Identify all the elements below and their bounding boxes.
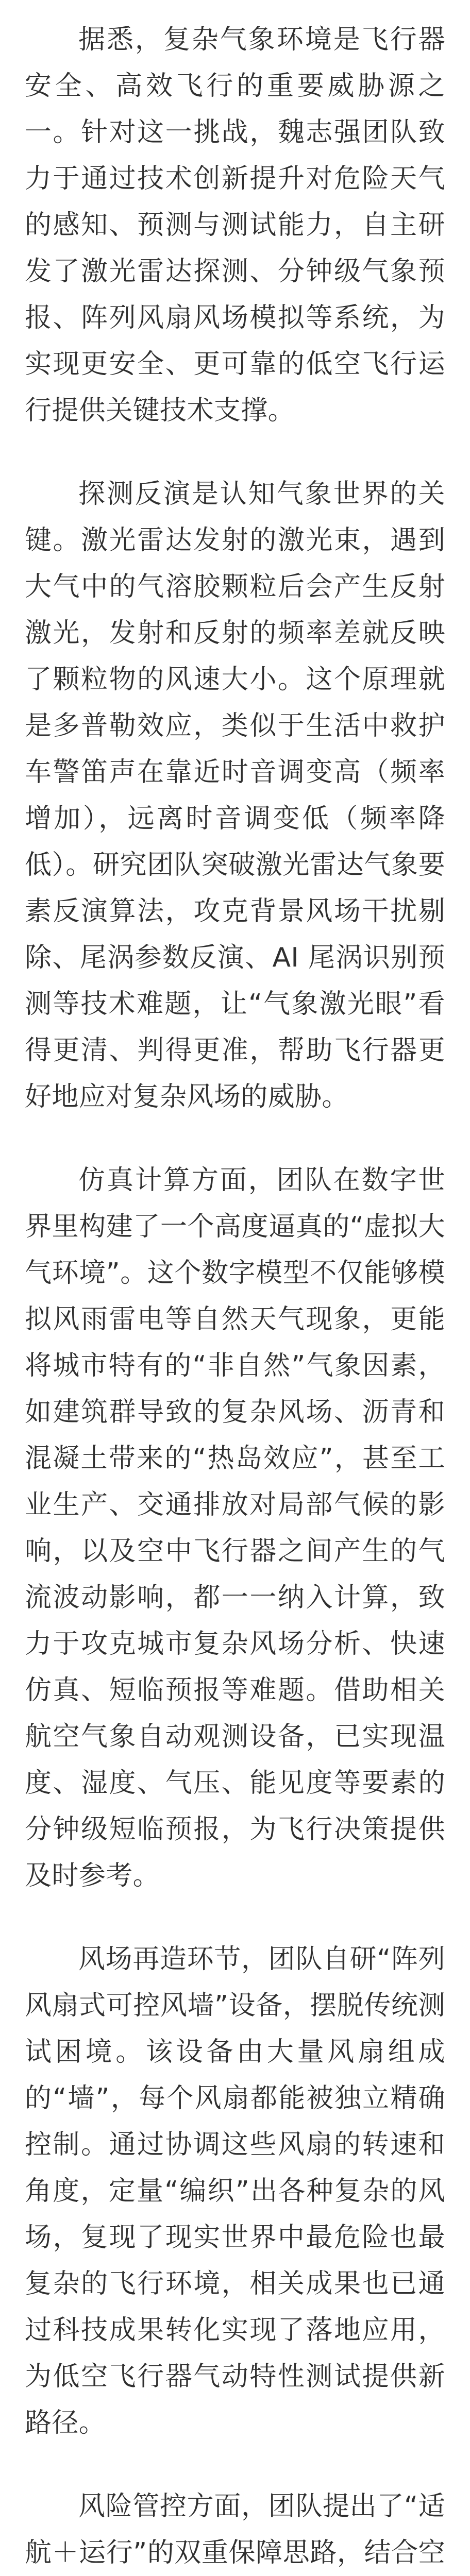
paragraph-risk-control: 风险管控方面，团队提出了“适航＋运行”的双重保障思路，结合空 — [25, 2491, 445, 2568]
paragraph-lidar-detection: 探测反演是认知气象世界的关键。激光雷达发射的激光束，遇到大气中的气溶胶颗粒后会产生反射激光，发射和反射的频率差就反映了颗粒物的风速大小。这个原理就是多普勒效应，类似于生活中救护车警笛声在靠近时音调变高（频率增加），远离时音调变低（频率降低）。研究团队突破激光雷达气象要素反演算法，攻克背景风场干扰剔除、尾涡参数反演、AI 尾涡识别预测等技术难题，让“气象激光眼”看得更清、判得更准，帮助飞行器更好地应对复杂风场的威胁。 — [25, 479, 445, 1112]
paragraph-wind-wall: 风场再造环节，团队自研“阵列风扇式可控风墙”设备，摆脱传统测试困境。该设备由大量风扇组成的“墙”，每个风扇都能被独立精确控制。通过协调这些风扇的转速和角度，定量“编织”出各种复杂的风场，复现了现实世界中最危险也最复杂的飞行环境，相关成果也已通过科技成果转化实现了落地应用，为低空飞行器气动特性测试提供新路径。 — [25, 1944, 445, 2438]
paragraph-weather-threat: 据悉，复杂气象环境是飞行器安全、高效飞行的重要威胁源之一。针对这一挑战，魏志强团队致力于通过技术创新提升对危险天气的感知、预测与测试能力，自主研发了激光雷达探测、分钟级气象预报、阵列风扇风场模拟等系统，为实现更安全、更可靠的低空飞行运行提供关键技术支撑。 — [25, 24, 445, 426]
paragraph-simulation: 仿真计算方面，团队在数字世界里构建了一个高度逼真的“虚拟大气环境”。这个数字模型不仅能够模拟风雨雷电等自然天气现象，更能将城市特有的“非自然”气象因素，如建筑群导致的复杂风场、沥青和混凝土带来的“热岛效应”，甚至工业生产、交通排放对局部气候的影响，以及空中飞行器之间产生的气流波动影响，都一一纳入计算，致力于攻克城市复杂风场分析、快速仿真、短临预报等难题。借助相关航空气象自动观测设备，已实现温度、湿度、气压、能见度等要素的分钟级短临预报，为飞行决策提供及时参考。 — [25, 1165, 445, 1891]
